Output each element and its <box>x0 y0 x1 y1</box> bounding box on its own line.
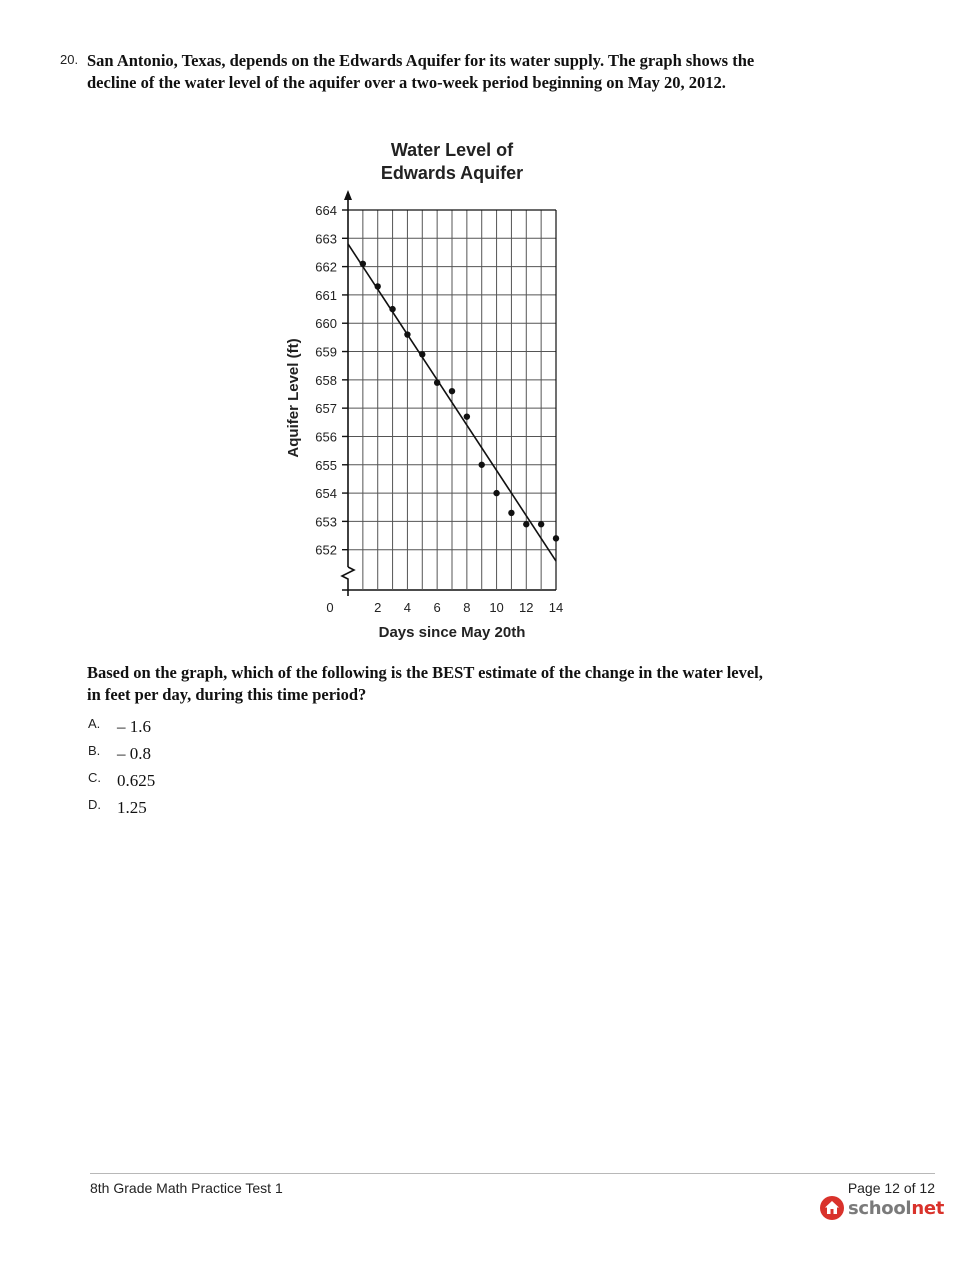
data-point <box>508 510 514 516</box>
choice-letter: A. <box>88 716 101 731</box>
x-tick-label: 10 <box>489 600 504 615</box>
data-point <box>479 462 485 468</box>
data-point <box>449 388 455 394</box>
y-tick-label: 661 <box>315 287 337 303</box>
chart-title-line2: Edwards Aquifer <box>380 163 524 183</box>
schoolnet-logo <box>820 1196 944 1220</box>
y-tick-label: 656 <box>315 429 337 445</box>
choice-text: – 1.6 <box>117 717 151 736</box>
footer-divider <box>90 1173 935 1174</box>
house-icon <box>820 1196 844 1220</box>
data-point <box>538 521 544 527</box>
x-origin-label: 0 <box>326 600 334 615</box>
x-tick-labels <box>326 600 563 615</box>
x-tick-label: 8 <box>463 600 471 615</box>
choice-text: 1.25 <box>117 798 147 817</box>
y-tick-labels <box>315 203 348 558</box>
y-tick-label: 658 <box>315 372 337 388</box>
question-number: 20. <box>60 52 79 67</box>
choice-text: 0.625 <box>117 771 156 790</box>
data-point <box>464 413 470 419</box>
y-tick-label: 660 <box>315 316 337 332</box>
y-tick-label: 659 <box>315 344 337 360</box>
logo-net: net <box>911 1197 945 1219</box>
y-axis-label: Aquifer Level (ft) <box>285 338 302 458</box>
aquifer-chart <box>270 130 580 650</box>
choice-text: – 0.8 <box>117 744 151 763</box>
y-tick-label: 662 <box>315 259 337 275</box>
logo-wordmark <box>848 1198 944 1219</box>
chart-title-line1: Water Level of <box>390 140 514 160</box>
x-tick-label: 12 <box>519 600 534 615</box>
footer-page-number: Page 12 of 12 <box>847 1180 935 1196</box>
logo-school: school <box>848 1197 912 1219</box>
data-points <box>360 261 560 542</box>
x-tick-label: 14 <box>548 600 564 615</box>
data-point <box>419 351 425 357</box>
y-tick-label: 654 <box>315 486 337 502</box>
data-point <box>360 261 366 267</box>
choice-letter: C. <box>88 770 101 785</box>
footer-test-title: 8th Grade Math Practice Test 1 <box>90 1180 283 1196</box>
data-point <box>523 521 529 527</box>
data-point <box>404 331 410 337</box>
y-tick-label: 657 <box>315 401 337 417</box>
y-tick-label: 653 <box>315 514 337 530</box>
question-prompt: Based on the graph, which of the following is the BEST estimate of the change in the water level, in feet per day, during this time period? <box>87 663 763 704</box>
data-point <box>553 535 559 541</box>
data-point <box>375 283 381 289</box>
x-tick-label: 4 <box>403 600 412 615</box>
question-text: San Antonio, Texas, depends on the Edwards Aquifer for its water supply. The graph shows the decline of the water level of the aquifer over a two-week period beginning on May 20, 2012. <box>87 51 755 92</box>
x-tick-label: 2 <box>374 600 382 615</box>
choice-letter: B. <box>88 743 101 758</box>
y-tick-label: 664 <box>315 203 337 218</box>
x-axis-label: Days since May 20th <box>378 624 526 641</box>
y-tick-label: 663 <box>315 231 337 247</box>
data-point <box>493 490 499 496</box>
axis-break <box>342 567 354 596</box>
y-tick-label: 652 <box>315 542 337 558</box>
y-tick-label: 655 <box>315 457 337 473</box>
chart-axes <box>342 190 556 596</box>
choice-letter: D. <box>88 797 101 812</box>
x-tick-label: 6 <box>433 600 441 615</box>
y-axis-arrow <box>344 190 352 200</box>
data-point <box>389 306 395 312</box>
data-point <box>434 379 440 385</box>
